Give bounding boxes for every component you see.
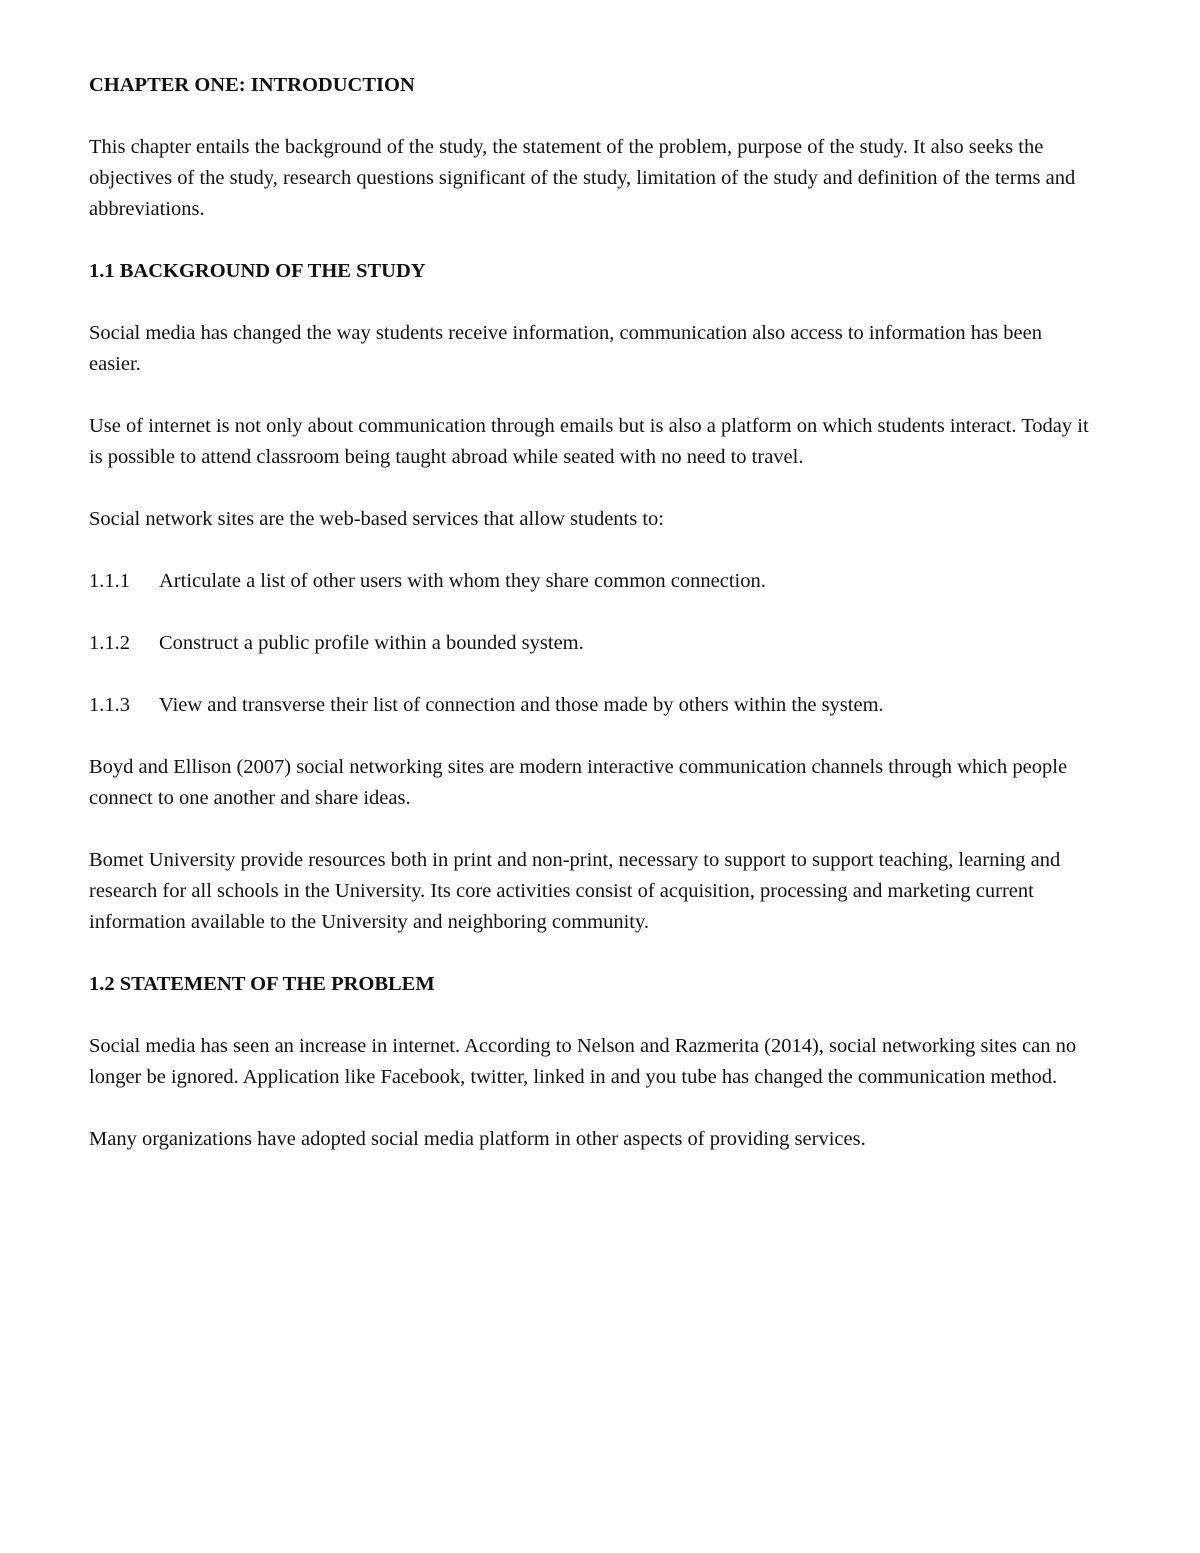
list-item-text: Construct a public profile within a bounded system. xyxy=(159,632,584,654)
paragraph: Many organizations have adopted social media platform in other aspects of providing services. xyxy=(89,1128,866,1150)
paragraph: Social media has seen an increase in internet. According to Nelson and Razmerita (2014), social networking sites can no longer be ignored. Application like Facebook, twitter, linked in and you tube has changed the communication method. xyxy=(89,1035,1077,1088)
list-item xyxy=(89,628,1089,659)
chapter-title: CHAPTER ONE: INTRODUCTION xyxy=(89,74,415,96)
list-item-number: 1.1.3 xyxy=(89,694,130,716)
list-item-number: 1.1.2 xyxy=(89,632,130,654)
document-body xyxy=(89,70,1089,1186)
list-item-text: Articulate a list of other users with whom they share common connection. xyxy=(159,570,766,592)
section-heading-problem: 1.2 STATEMENT OF THE PROBLEM xyxy=(89,973,435,995)
paragraph: Social network sites are the web-based services that allow students to: xyxy=(89,508,664,530)
intro-paragraph: This chapter entails the background of the study, the statement of the problem, purpose of the study. It also seeks the objectives of the study, research questions significant of the study, limitation of the study and definition of the terms and abbreviations. xyxy=(89,136,1076,220)
paragraph: Bomet University provide resources both in print and non-print, necessary to support to support teaching, learning and research for all schools in the University. Its core activities consist of acquisition, processing and marketing current information available to the University and neighboring community. xyxy=(89,849,1061,933)
list-item xyxy=(89,566,1089,597)
list-item-text: View and transverse their list of connection and those made by others within the system. xyxy=(159,694,884,716)
paragraph: Use of internet is not only about communication through emails but is also a platform on which students interact. Today it is possible to attend classroom being taught abroad while seated with no need to travel. xyxy=(89,415,1089,468)
section-heading-background: 1.1 BACKGROUND OF THE STUDY xyxy=(89,260,426,282)
paragraph: Social media has changed the way students receive information, communication also access to information has been easier. xyxy=(89,322,1042,375)
paragraph: Boyd and Ellison (2007) social networking sites are modern interactive communication channels through which people connect to one another and share ideas. xyxy=(89,756,1068,809)
list-item xyxy=(89,690,1089,721)
list-item-number: 1.1.1 xyxy=(89,570,130,592)
